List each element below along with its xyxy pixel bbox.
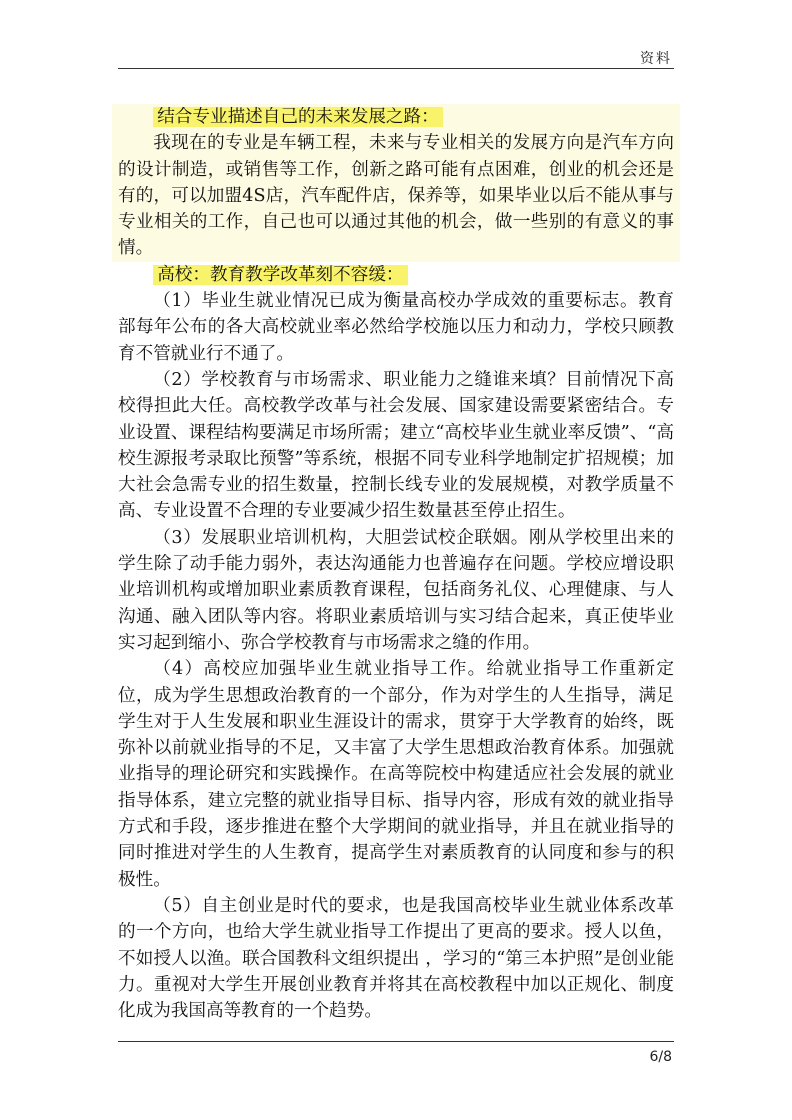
heading-text: 结合专业描述自己的未来发展之路： xyxy=(153,107,443,127)
paragraph-item-3: （3）发展职业培训机构，大胆尝试校企联姻。刚从学校里出来的学生除了动手能力弱外，表达沟通能力也普遍存在问题。学校应增设职业培训机构或增加职业素质教育课程，包括商务礼仪、心理健康、与人沟通、融入团队等内容。将职业素质培训与实习结合起来，真正使毕业实习起到缩小、弥合学校教育与市场需求之缝的作用。 xyxy=(118,527,674,653)
paragraph-item-1: （1）毕业生就业情况已成为衡量高校办学成效的重要标志。教育部每年公布的各大高校就业率必然给学校施以压力和动力，学校只顾教育不管就业行不通了。 xyxy=(118,291,674,364)
header-divider xyxy=(118,68,674,69)
section-heading-career xyxy=(118,104,674,130)
paragraph-item-2: （2）学校教育与市场需求、职业能力之缝谁来填？目前情况下高校得担此大任。高校教学改革与社会发展、国家建设需要紧密结合。专业设置、课程结构要满足市场所需；建立“高校毕业生就业率反馈”、“高校生源报考录取比预警”等系统，根据不同专业科学地制定扩招规模；加大社会急需专业的招生数量，控制长线专业的发展规模，对教学质量不高、专业设置不合理的专业要减少招生数量甚至停止招生。 xyxy=(118,369,674,522)
header-label: 资料 xyxy=(640,51,672,67)
highlighted-section xyxy=(112,104,680,262)
paragraph-career: 我现在的专业是车辆工程，未来与专业相关的发展方向是汽车方向的设计制造，或销售等工作，创新之路可能有点困难，创业的机会还是有的，可以加盟4S店，汽车配件店，保养等，如果毕业以后不能从事与专业相关的工作，自己也可以通过其他的机会，做一些别的有意义的事情。 xyxy=(118,133,674,259)
document-body xyxy=(118,104,674,1024)
paragraph-item-4: （4）高校应加强毕业生就业指导工作。给就业指导工作重新定位，成为学生思想政治教育的一个部分，作为对学生的人生指导，满足学生对于人生发展和职业生涯设计的需求，贯穿于大学教育的始终，既弥补以前就业指导的不足，又丰富了大学生思想政治教育体系。加强就业指导的理论研究和实践操作。在高等院校中构建适应社会发展的就业指导体系，建立完整的就业指导目标、指导内容，形成有效的就业指导方式和手段，逐步推进在整个大学期间的就业指导，并且在就业指导的同时推进对学生的人生教育，提高学生对素质教育的认同度和参与的积极性。 xyxy=(118,659,674,890)
footer-divider xyxy=(118,1041,674,1042)
section-heading-reform xyxy=(118,262,674,288)
heading-text: 高校：教育教学改革刻不容缓： xyxy=(153,265,407,285)
paragraph-item-5: （5）自主创业是时代的要求，也是我国高校毕业生就业体系改革的一个方向，也给大学生就业指导工作提出了更高的要求。授人以鱼，不如授人以渔。联合国教科文组织提出 ，学习的“第三本护照”是创业能力。重视对大学生开展创业教育并将其在高校教程中加以正规化、制度化成为我国高等教育的一个趋势。 xyxy=(118,895,674,1022)
page-number: 6/8 xyxy=(649,1049,672,1065)
